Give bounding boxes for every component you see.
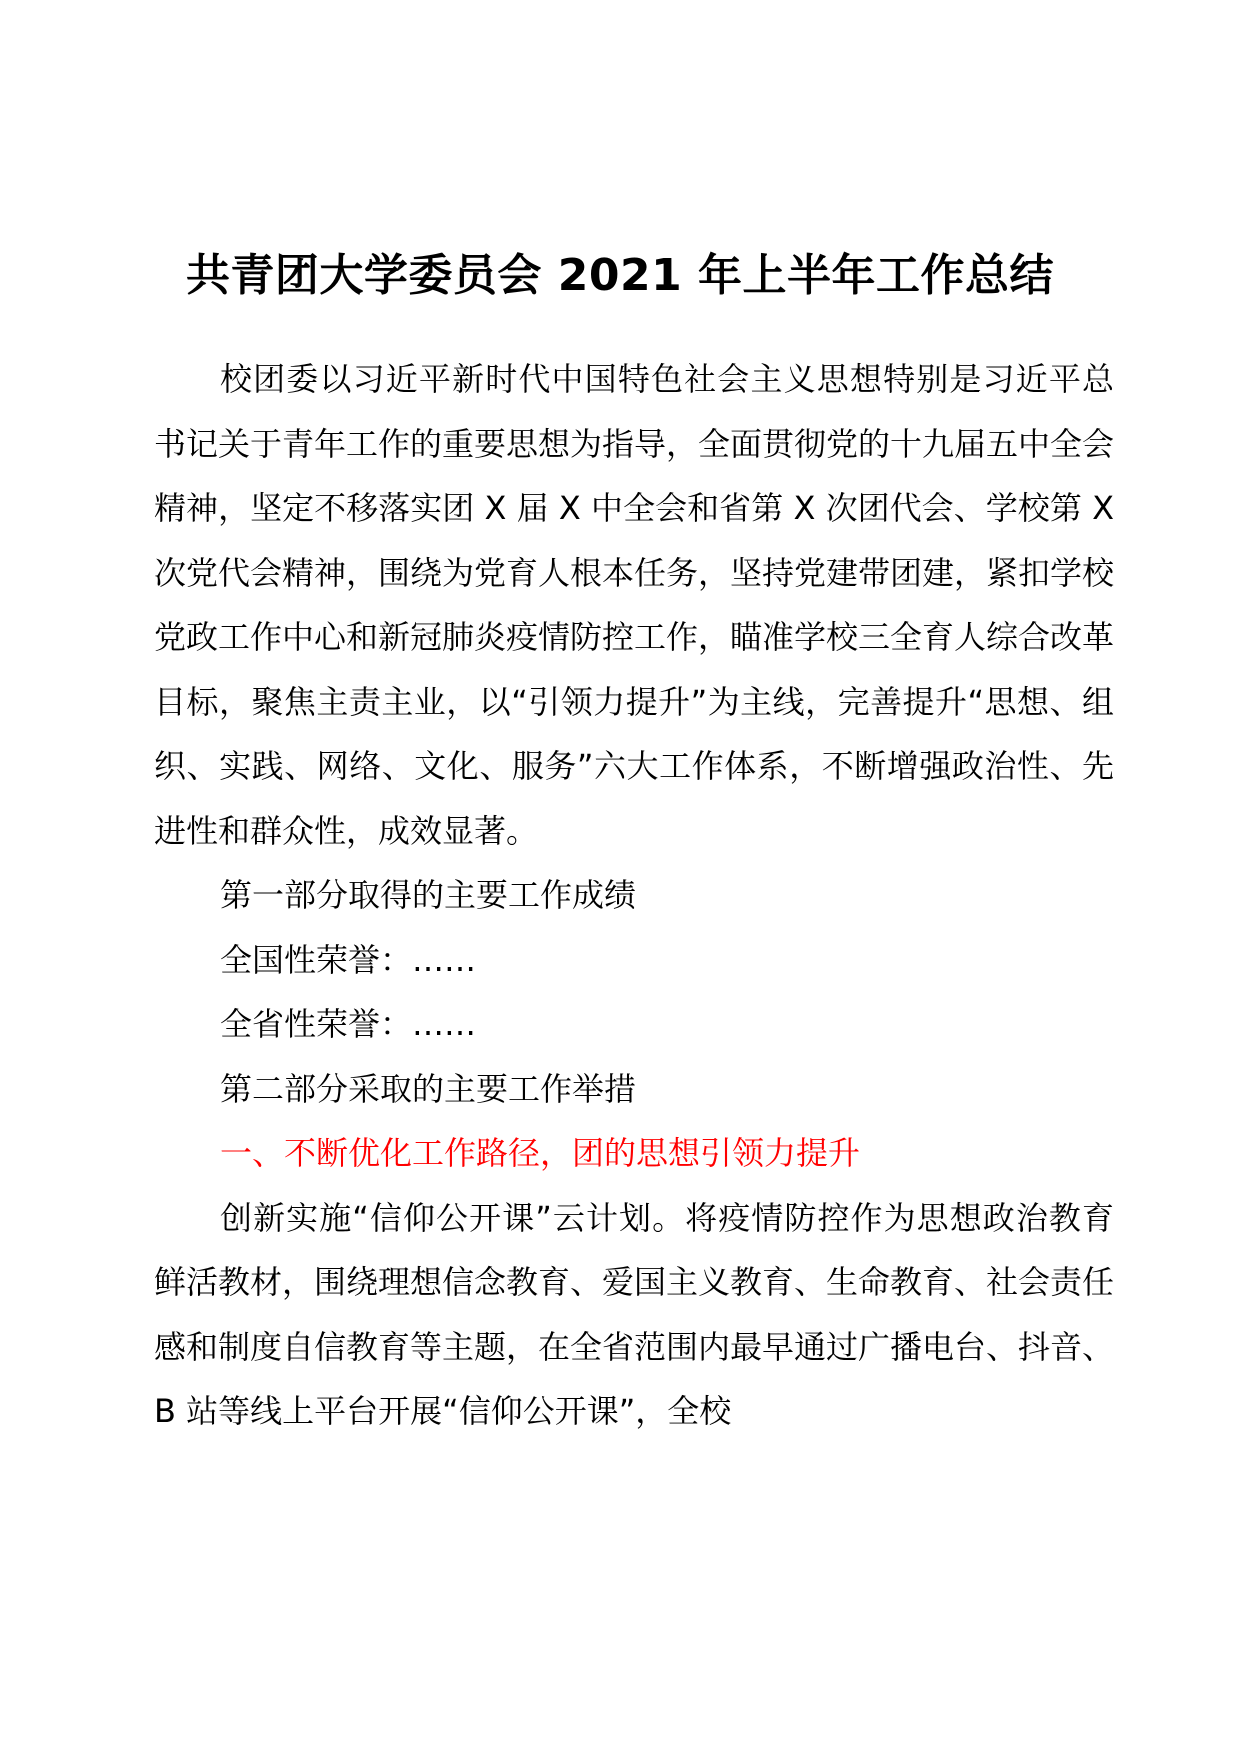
document-title: 共青团大学委员会 2021 年上半年工作总结	[185, 250, 1055, 301]
part-two-heading: 第二部分采取的主要工作举措	[220, 1069, 637, 1108]
document-body	[154, 347, 1114, 1444]
intro-paragraph: 校团委以习近平新时代中国特色社会主义思想特别是习近平总书记关于青年工作的重要思想为指导，全面贯彻党的十九届五中全会精神，坚定不移落实团 X 届 X 中全会和省第 X 次团代会、学校第 X 次党代会精神，围绕为党育人根本任务，坚持党建带团建，紧扣学校党政工作中心和新冠肺炎疫情防控工作，瞄准学校三全育人综合改革目标，聚焦主责主业，以“引领力提升”为主线，完善提升“思想、组织、实践、网络、文化、服务”六大工作体系，不断增强政治性、先进性和群众性，成效显著。	[154, 360, 1115, 850]
national-honors-line: 全国性荣誉：……	[220, 940, 477, 979]
provincial-honors-line: 全省性荣誉：……	[220, 1005, 477, 1043]
section-one-paragraph: 创新实施“信仰公开课”云计划。将疫情防控作为思想政治教育鲜活教材，围绕理想信念教育、爱国主义教育、生命教育、社会责任感和制度自信教育等主题，在全省范围内最早通过广播电台、抖音、B 站等线上平台开展“信仰公开课”，全校	[154, 1198, 1115, 1430]
section-one-heading: 一、不断优化工作路径，团的思想引领力提升	[220, 1134, 861, 1172]
part-one-heading: 第一部分取得的主要工作成绩	[220, 876, 637, 914]
